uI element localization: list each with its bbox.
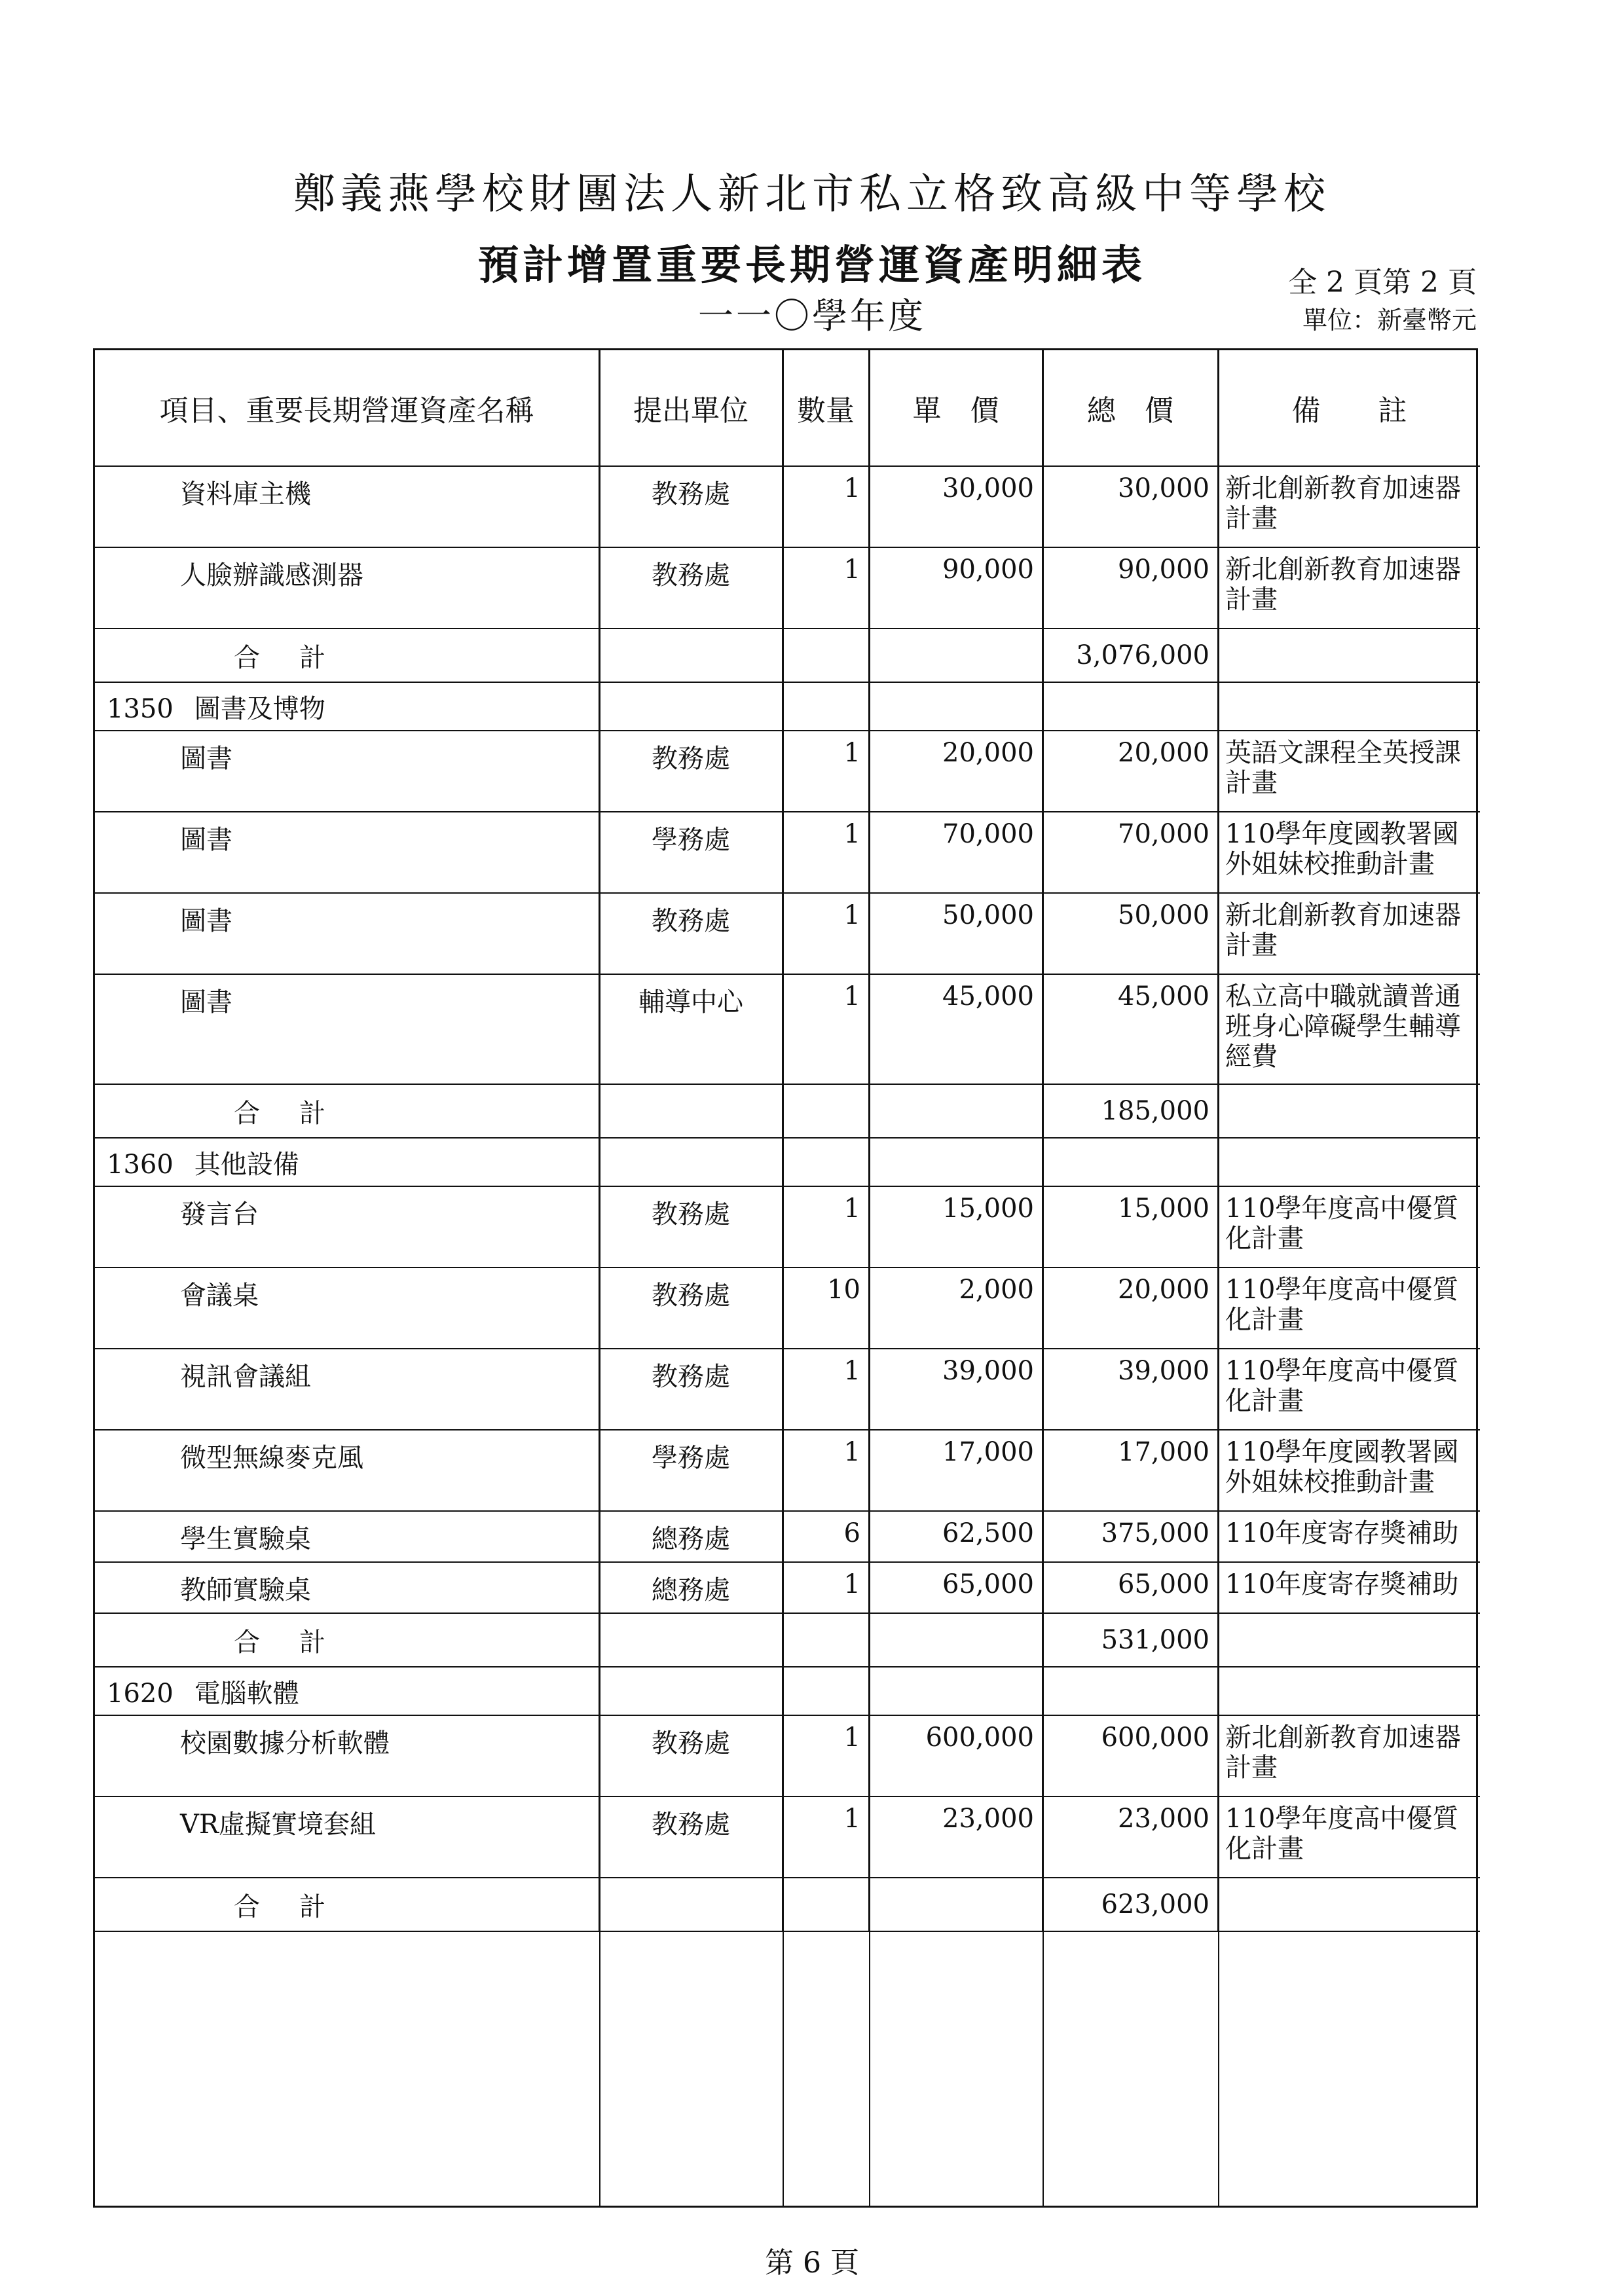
item-unit: 教務處 xyxy=(599,1715,783,1796)
subtotal-value: 3,076,000 xyxy=(1043,629,1218,682)
asset-table-frame xyxy=(93,348,1478,2208)
item-name: 發言台 xyxy=(95,1186,599,1267)
item-unit: 學務處 xyxy=(599,1430,783,1511)
item-total: 20,000 xyxy=(1043,1267,1218,1349)
category-code: 1620 xyxy=(107,1678,174,1709)
item-price: 17,000 xyxy=(869,1430,1043,1511)
item-name: 學生實驗桌 xyxy=(95,1511,599,1562)
item-price: 15,000 xyxy=(869,1186,1043,1267)
item-total: 30,000 xyxy=(1043,466,1218,547)
table-row xyxy=(95,466,1480,547)
item-note: 新北創新教育加速器計畫 xyxy=(1218,466,1480,547)
item-note: 英語文課程全英授課計畫 xyxy=(1218,731,1480,812)
column-header-note: 備 註 xyxy=(1218,350,1480,466)
item-price: 50,000 xyxy=(869,893,1043,974)
category-row xyxy=(95,682,1480,731)
item-price: 62,500 xyxy=(869,1511,1043,1562)
subtotal-value: 185,000 xyxy=(1043,1084,1218,1138)
item-price: 2,000 xyxy=(869,1267,1043,1349)
item-name: VR虛擬實境套組 xyxy=(95,1796,599,1878)
subtotal-value: 531,000 xyxy=(1043,1613,1218,1667)
item-note: 110學年度高中優質化計畫 xyxy=(1218,1267,1480,1349)
item-total: 65,000 xyxy=(1043,1562,1218,1613)
item-name: 會議桌 xyxy=(95,1267,599,1349)
item-note: 110學年度國教署國外姐妹校推動計畫 xyxy=(1218,812,1480,893)
table-row xyxy=(95,1796,1480,1878)
item-note: 110年度寄存獎補助 xyxy=(1218,1511,1480,1562)
item-unit: 學務處 xyxy=(599,812,783,893)
asset-table xyxy=(95,350,1480,1932)
item-qty: 1 xyxy=(783,731,869,812)
item-unit: 總務處 xyxy=(599,1562,783,1613)
item-note: 新北創新教育加速器計畫 xyxy=(1218,1715,1480,1796)
item-price: 23,000 xyxy=(869,1796,1043,1878)
item-note: 110年度寄存獎補助 xyxy=(1218,1562,1480,1613)
category-code: 1350 xyxy=(107,693,174,724)
item-name: 資料庫主機 xyxy=(95,466,599,547)
currency-unit: 單位：新臺幣元 xyxy=(1302,306,1477,335)
table-header-row xyxy=(95,350,1480,466)
page-count: 全 2 頁第 2 頁 xyxy=(1288,266,1477,299)
item-unit: 教務處 xyxy=(599,1267,783,1349)
item-qty: 10 xyxy=(783,1267,869,1349)
item-price: 45,000 xyxy=(869,974,1043,1084)
table-row xyxy=(95,1511,1480,1562)
item-unit: 總務處 xyxy=(599,1511,783,1562)
item-qty: 1 xyxy=(783,1562,869,1613)
table-row xyxy=(95,1430,1480,1511)
item-total: 20,000 xyxy=(1043,731,1218,812)
item-qty: 6 xyxy=(783,1511,869,1562)
item-unit: 輔導中心 xyxy=(599,974,783,1084)
item-total: 15,000 xyxy=(1043,1186,1218,1267)
item-price: 30,000 xyxy=(869,466,1043,547)
item-qty: 1 xyxy=(783,1430,869,1511)
category-name: 其他設備 xyxy=(194,1149,299,1180)
column-header-price: 單 價 xyxy=(869,350,1043,466)
table-row xyxy=(95,1349,1480,1430)
subtotal-row xyxy=(95,629,1480,682)
category-name: 電腦軟體 xyxy=(194,1678,299,1709)
item-note: 110學年度國教署國外姐妹校推動計畫 xyxy=(1218,1430,1480,1511)
item-unit: 教務處 xyxy=(599,1796,783,1878)
item-name: 教師實驗桌 xyxy=(95,1562,599,1613)
table-row xyxy=(95,1267,1480,1349)
item-qty: 1 xyxy=(783,466,869,547)
subtotal-row xyxy=(95,1613,1480,1667)
table-row xyxy=(95,731,1480,812)
item-total: 23,000 xyxy=(1043,1796,1218,1878)
item-name: 校園數據分析軟體 xyxy=(95,1715,599,1796)
table-row xyxy=(95,547,1480,629)
item-unit: 教務處 xyxy=(599,547,783,629)
item-note: 110學年度高中優質化計畫 xyxy=(1218,1186,1480,1267)
category-name: 圖書及博物 xyxy=(194,693,325,724)
item-total: 50,000 xyxy=(1043,893,1218,974)
item-qty: 1 xyxy=(783,1796,869,1878)
item-unit: 教務處 xyxy=(599,1349,783,1430)
subtotal-row xyxy=(95,1084,1480,1138)
table-row xyxy=(95,1715,1480,1796)
item-total: 375,000 xyxy=(1043,1511,1218,1562)
table-row xyxy=(95,974,1480,1084)
item-qty: 1 xyxy=(783,893,869,974)
item-name: 圖書 xyxy=(95,893,599,974)
item-total: 17,000 xyxy=(1043,1430,1218,1511)
category-row xyxy=(95,1667,1480,1715)
item-unit: 教務處 xyxy=(599,1186,783,1267)
document-title: 預計增置重要長期營運資產明細表 xyxy=(477,241,1146,289)
column-header-qty: 數量 xyxy=(783,350,869,466)
item-note: 私立高中職就讀普通班身心障礙學生輔導經費 xyxy=(1218,974,1480,1084)
item-price: 39,000 xyxy=(869,1349,1043,1430)
subtotal-value: 623,000 xyxy=(1043,1878,1218,1931)
academic-year: 一一〇學年度 xyxy=(698,295,926,337)
item-total: 70,000 xyxy=(1043,812,1218,893)
item-unit: 教務處 xyxy=(599,731,783,812)
item-unit: 教務處 xyxy=(599,893,783,974)
table-row xyxy=(95,812,1480,893)
subtotal-label: 合計 xyxy=(234,642,365,673)
item-name: 人臉辦識感測器 xyxy=(95,547,599,629)
item-total: 90,000 xyxy=(1043,547,1218,629)
item-total: 45,000 xyxy=(1043,974,1218,1084)
item-qty: 1 xyxy=(783,1715,869,1796)
item-total: 39,000 xyxy=(1043,1349,1218,1430)
item-qty: 1 xyxy=(783,547,869,629)
item-name: 微型無線麥克風 xyxy=(95,1430,599,1511)
subtotal-label: 合計 xyxy=(234,1891,365,1922)
subtotal-label: 合計 xyxy=(234,1627,365,1658)
item-unit: 教務處 xyxy=(599,466,783,547)
item-price: 600,000 xyxy=(869,1715,1043,1796)
item-note: 110學年度高中優質化計畫 xyxy=(1218,1349,1480,1430)
item-total: 600,000 xyxy=(1043,1715,1218,1796)
item-qty: 1 xyxy=(783,812,869,893)
subtotal-label: 合計 xyxy=(234,1098,365,1129)
item-note: 新北創新教育加速器計畫 xyxy=(1218,893,1480,974)
item-price: 70,000 xyxy=(869,812,1043,893)
table-row xyxy=(95,1186,1480,1267)
column-header-name: 項目、重要長期營運資產名稱 xyxy=(95,350,599,466)
item-note: 110學年度高中優質化計畫 xyxy=(1218,1796,1480,1878)
item-name: 圖書 xyxy=(95,974,599,1084)
item-name: 視訊會議組 xyxy=(95,1349,599,1430)
item-name: 圖書 xyxy=(95,731,599,812)
category-row xyxy=(95,1138,1480,1186)
item-name: 圖書 xyxy=(95,812,599,893)
item-price: 90,000 xyxy=(869,547,1043,629)
item-qty: 1 xyxy=(783,1349,869,1430)
table-row xyxy=(95,893,1480,974)
item-qty: 1 xyxy=(783,1186,869,1267)
column-header-unit: 提出單位 xyxy=(599,350,783,466)
school-name: 鄭義燕學校財團法人新北市私立格致高級中等學校 xyxy=(293,170,1331,219)
item-note: 新北創新教育加速器計畫 xyxy=(1218,547,1480,629)
category-code: 1360 xyxy=(107,1149,174,1180)
item-price: 20,000 xyxy=(869,731,1043,812)
item-price: 65,000 xyxy=(869,1562,1043,1613)
item-qty: 1 xyxy=(783,974,869,1084)
column-header-total: 總 價 xyxy=(1043,350,1218,466)
table-row xyxy=(95,1562,1480,1613)
subtotal-row xyxy=(95,1878,1480,1931)
page-number: 第 6 頁 xyxy=(765,2246,859,2280)
